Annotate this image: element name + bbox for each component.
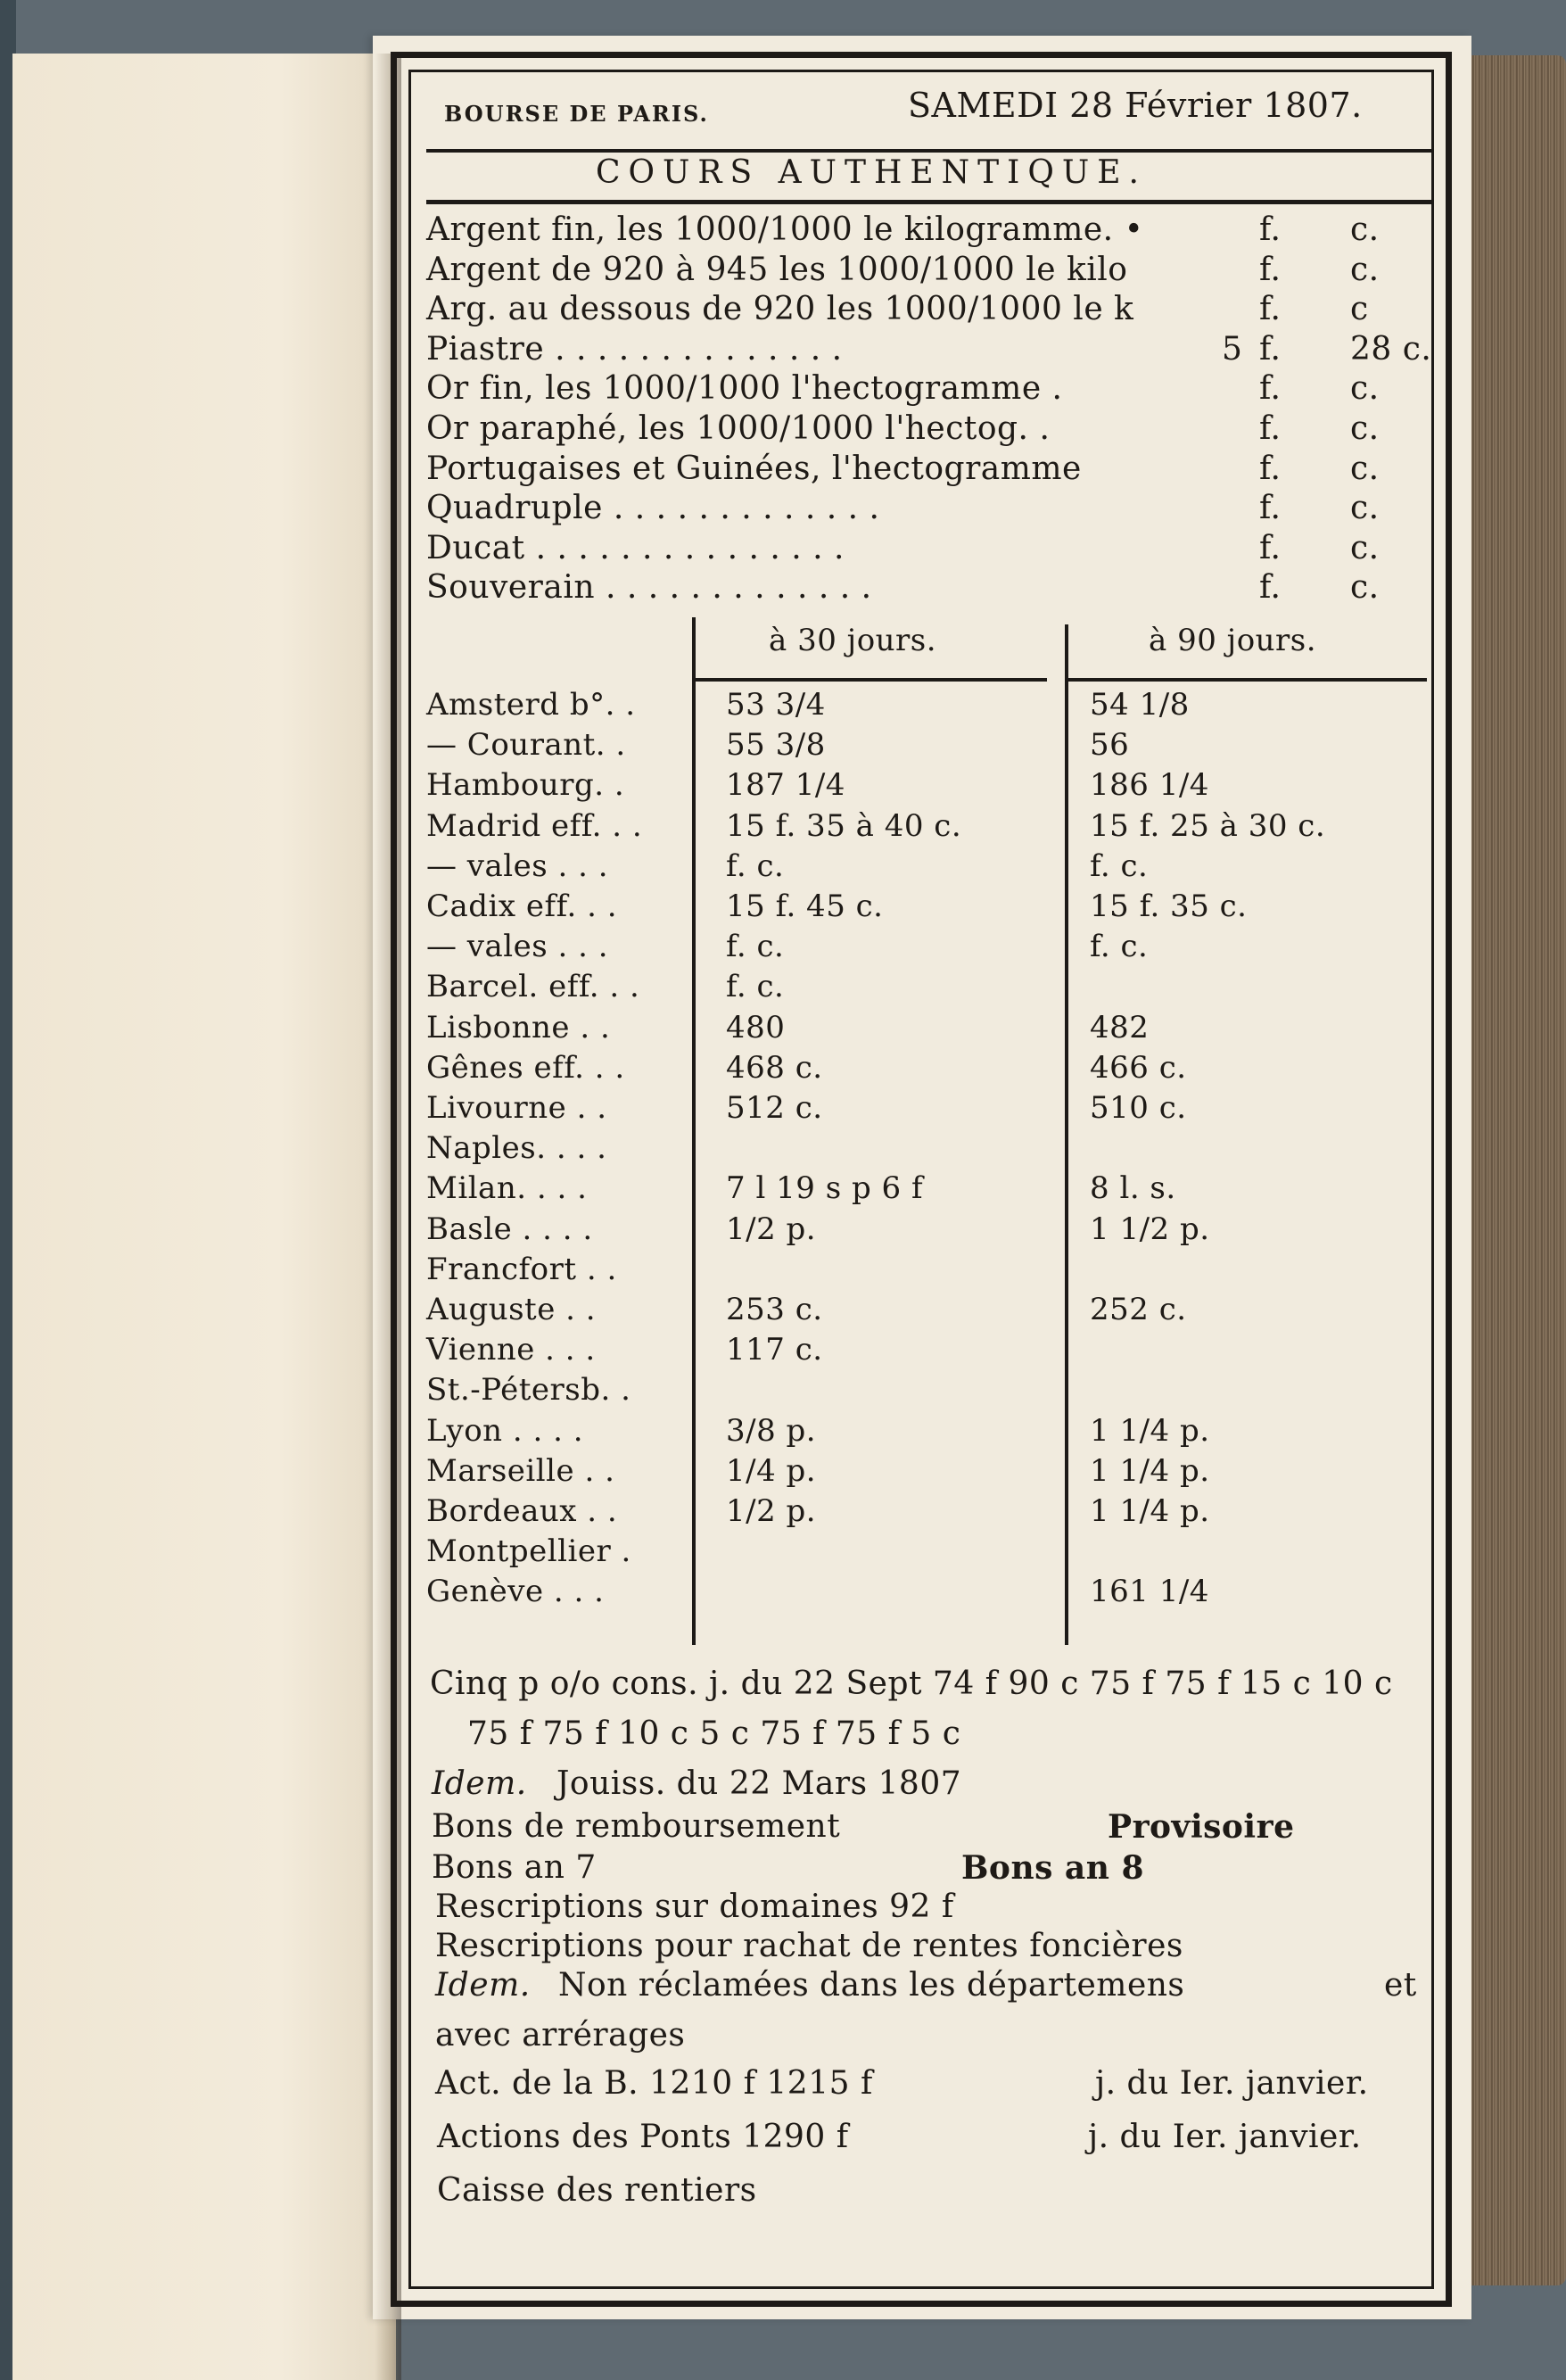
funds-rescriptions-domaines: Rescriptions sur domaines 92 f [435, 1888, 954, 1925]
metal-label: Argent de 920 à 945 les 1000/1000 le kilo [426, 251, 1128, 288]
exchange-30-days: 480 [726, 1009, 786, 1045]
metal-francs: f. [1259, 370, 1282, 408]
metal-centimes: 28 c. [1350, 330, 1432, 368]
exchange-90-days: 1 1/4 p. [1090, 1412, 1210, 1449]
exchange-place: Madrid eff. . . [426, 807, 643, 844]
funds-line-2: 75 f 75 f 10 c 5 c 75 f 75 f 5 c [467, 1715, 961, 1752]
exchange-place: Milan. . . . [426, 1170, 588, 1207]
funds-idem-1: Idem. [432, 1765, 527, 1802]
metal-label: Portugaises et Guinées, l'hectogramme [426, 450, 1082, 487]
metal-label: Piastre . . . . . . . . . . . . . . [426, 330, 843, 368]
exchange-90-days: 15 f. 25 à 30 c. [1090, 807, 1326, 844]
funds-et: et [1384, 1967, 1417, 2004]
exchange-90-days: 8 l. s. [1090, 1170, 1176, 1207]
exchange-30-days: f. c. [726, 969, 785, 1005]
funds-action-banque: Act. de la B. 1210 f 1215 f [435, 2065, 873, 2102]
funds-arrerages: avec arrérages [435, 2017, 686, 2054]
exchange-90-days: 252 c. [1090, 1292, 1187, 1327]
metal-francs: f. [1259, 490, 1282, 527]
exchange-30-days: 187 1/4 [726, 767, 845, 804]
metal-label: Ducat . . . . . . . . . . . . . . . [426, 529, 845, 566]
exchange-30-days: 55 3/8 [726, 727, 826, 764]
exchange-place: Bordeaux . . [426, 1493, 618, 1529]
metal-amount: 5 [1222, 330, 1243, 368]
rule-col-90 [1068, 678, 1427, 682]
exchange-90-days: 56 [1090, 727, 1130, 764]
funds-bons-an-8: Bons an 8 [961, 1849, 1144, 1887]
metal-francs: f. [1259, 450, 1282, 487]
exchange-30-days: 512 c. [726, 1090, 823, 1126]
metal-centimes: c. [1350, 529, 1380, 566]
exchange-90-days: 54 1/8 [1090, 687, 1190, 723]
funds-line-1: Cinq p o/o cons. j. du 22 Sept 74 f 90 c 75 f 75 f 15 c 10 c [430, 1665, 1393, 1702]
metal-centimes: c. [1350, 370, 1380, 408]
exchange-90-days: 510 c. [1090, 1090, 1187, 1126]
metal-centimes: c. [1350, 410, 1380, 447]
metal-label: Or fin, les 1000/1000 l'hectogramme . [426, 370, 1063, 408]
metal-label: Souverain . . . . . . . . . . . . . [426, 569, 872, 607]
exchange-place: Marseille . . [426, 1452, 615, 1489]
exchange-place: Naples. . . . [426, 1130, 607, 1167]
exchange-30-days: f. c. [726, 847, 785, 884]
exchange-90-days: f. c. [1090, 929, 1149, 965]
left-blank-page [12, 54, 396, 2380]
metal-francs: f. [1259, 529, 1282, 566]
exchange-place: Cadix eff. . . [426, 888, 618, 924]
header-bourse: BOURSE DE PARIS. [444, 101, 709, 127]
metal-centimes: c [1350, 291, 1369, 328]
exchange-place: — vales . . . [426, 847, 609, 884]
rule-header [426, 149, 1434, 153]
exchange-place: Francfort . . [426, 1251, 617, 1287]
metal-label: Argent fin, les 1000/1000 le kilogramme. • [426, 211, 1144, 248]
metal-label: Arg. au dessous de 920 les 1000/1000 le k [426, 291, 1134, 328]
metal-label: Quadruple . . . . . . . . . . . . . [426, 490, 880, 527]
exchange-place: — Courant. . [426, 727, 626, 764]
exchange-30-days: 117 c. [726, 1332, 823, 1368]
funds-action-banque-jouissance: j. du Ier. janvier. [1095, 2065, 1369, 2102]
exchange-place: Hambourg. . [426, 767, 625, 804]
funds-provisoire: Provisoire [1108, 1808, 1295, 1846]
metal-centimes: c. [1350, 211, 1380, 248]
rule-section [426, 200, 1434, 204]
exchange-place: Lyon . . . . [426, 1412, 584, 1449]
metal-francs: f. [1259, 291, 1282, 328]
exchange-place: Livourne . . [426, 1090, 607, 1126]
metal-centimes: c. [1350, 569, 1380, 607]
exchange-place: Montpellier . [426, 1533, 631, 1570]
exchange-30-days: 253 c. [726, 1292, 823, 1327]
exchange-30-days: 53 3/4 [726, 687, 826, 723]
metal-francs: f. [1259, 251, 1282, 288]
exchange-place: Basle . . . . [426, 1211, 593, 1247]
exchange-30-days: 15 f. 45 c. [726, 888, 884, 924]
exchange-30-days: 1/2 p. [726, 1493, 817, 1529]
funds-rescriptions-rachat: Rescriptions pour rachat de rentes foncières [435, 1928, 1183, 1964]
funds-non-reclamees: Non réclamées dans les départemens [558, 1967, 1185, 2004]
exchange-place: St.-Pétersb. . [426, 1372, 631, 1409]
col-90-header: à 90 jours. [1149, 623, 1317, 658]
funds-caisse-rentiers: Caisse des rentiers [437, 2172, 757, 2209]
exchange-90-days: 1 1/4 p. [1090, 1493, 1210, 1529]
metal-francs: f. [1259, 410, 1282, 447]
rule-col-30 [692, 678, 1047, 682]
metal-francs: f. [1259, 330, 1282, 368]
funds-line-3: Jouiss. du 22 Mars 1807 [556, 1765, 962, 1802]
exchange-place: Gênes eff. . . [426, 1049, 625, 1086]
exchange-90-days: 161 1/4 [1090, 1574, 1209, 1610]
exchange-30-days: 15 f. 35 à 40 c. [726, 807, 962, 844]
column-divider-left [692, 617, 696, 1645]
metal-francs: f. [1259, 569, 1282, 607]
exchange-90-days: 15 f. 35 c. [1090, 888, 1248, 924]
exchange-90-days: 466 c. [1090, 1049, 1187, 1086]
metal-centimes: c. [1350, 251, 1380, 288]
funds-actions-ponts: Actions des Ponts 1290 f [437, 2119, 849, 2155]
exchange-place: — vales . . . [426, 929, 609, 965]
header-date: SAMEDI 28 Février 1807. [908, 86, 1363, 125]
exchange-place: Auguste . . [426, 1292, 597, 1327]
funds-actions-ponts-jouissance: j. du Ier. janvier. [1088, 2119, 1362, 2155]
exchange-30-days: 3/8 p. [726, 1412, 817, 1449]
exchange-90-days: 482 [1090, 1009, 1150, 1045]
funds-bons-remboursement: Bons de remboursement [432, 1808, 841, 1845]
funds-idem-2: Idem. [435, 1967, 531, 2004]
metal-centimes: c. [1350, 490, 1380, 527]
exchange-place: Genève . . . [426, 1574, 605, 1610]
exchange-place: Barcel. eff. . . [426, 969, 640, 1005]
exchange-30-days: 1/4 p. [726, 1452, 817, 1489]
page-edges [1463, 55, 1566, 2285]
exchange-90-days: 1 1/4 p. [1090, 1452, 1210, 1489]
section-title: COURS AUTHENTIQUE. [596, 154, 1147, 191]
exchange-90-days: 1 1/2 p. [1090, 1211, 1210, 1247]
exchange-90-days: f. c. [1090, 847, 1149, 884]
funds-bons-an-7: Bons an 7 [432, 1849, 597, 1886]
exchange-30-days: f. c. [726, 929, 785, 965]
exchange-30-days: 468 c. [726, 1049, 823, 1086]
metal-label: Or paraphé, les 1000/1000 l'hectog. . [426, 410, 1051, 447]
exchange-30-days: 1/2 p. [726, 1211, 817, 1247]
col-30-header: à 30 jours. [769, 623, 937, 658]
exchange-place: Lisbonne . . [426, 1009, 611, 1045]
metal-centimes: c. [1350, 450, 1380, 487]
exchange-90-days: 186 1/4 [1090, 767, 1209, 804]
exchange-30-days: 7 l 19 s p 6 f [726, 1170, 924, 1207]
column-divider-right [1065, 624, 1068, 1645]
metal-francs: f. [1259, 211, 1282, 248]
exchange-place: Vienne . . . [426, 1332, 596, 1368]
exchange-place: Amsterd b°. . [426, 687, 636, 723]
